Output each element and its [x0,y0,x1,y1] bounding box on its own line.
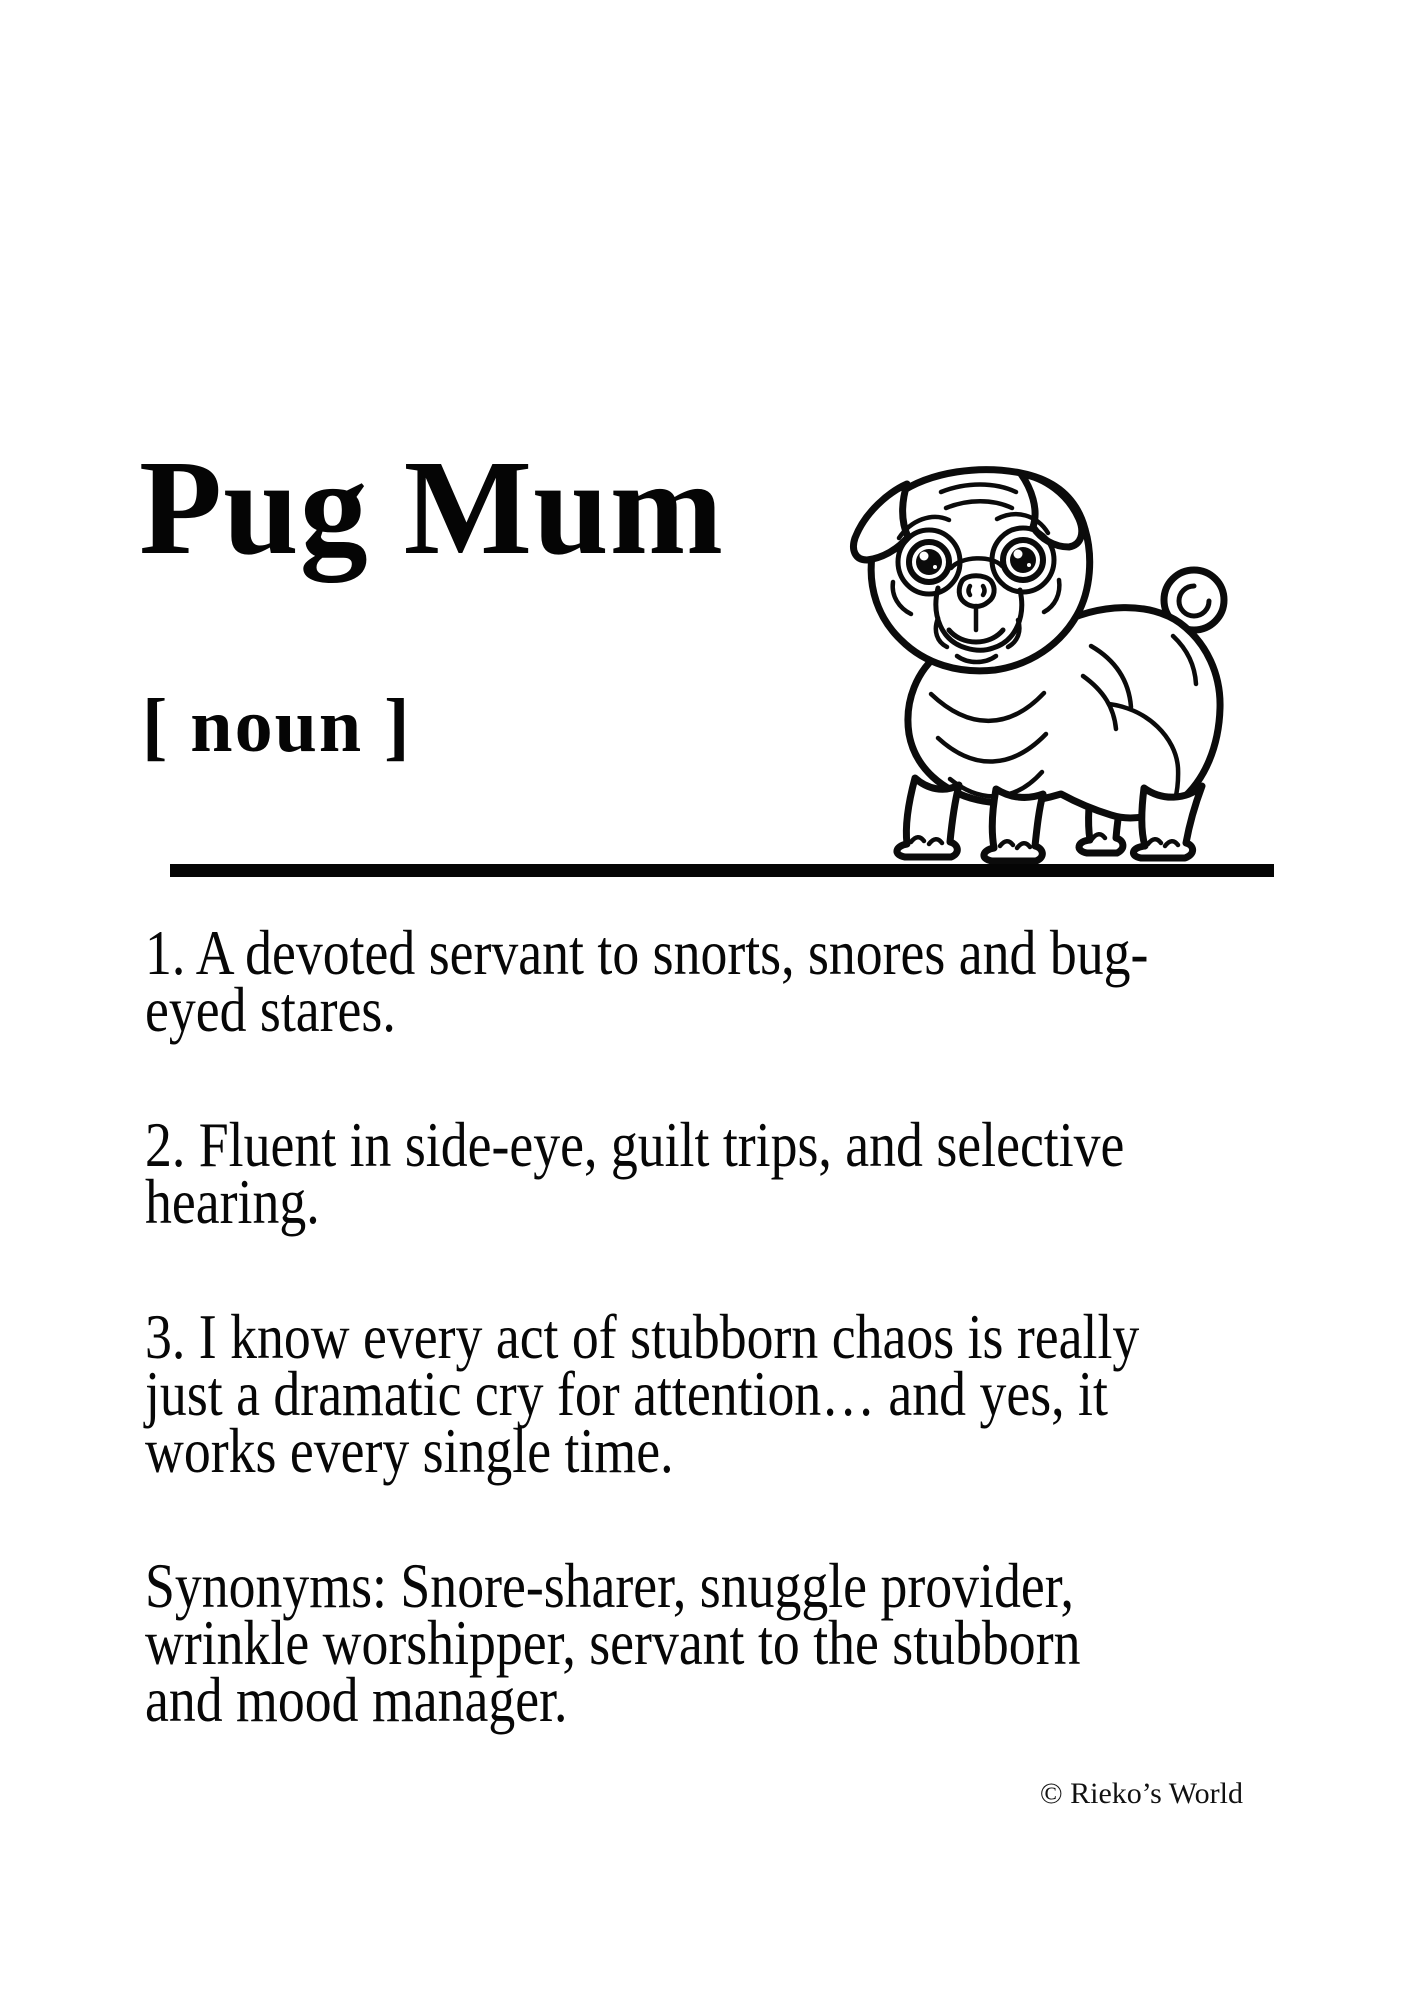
synonyms-paragraph [145,1550,1321,1735]
synonyms-line: and mood manager. [145,1664,568,1735]
part-of-speech-label: [ noun ] [142,684,412,768]
definition-line: eyed stares. [145,974,396,1045]
definition-line: works every single time. [145,1415,674,1486]
definition-3 [145,1301,1321,1486]
definition-list [145,917,1321,1735]
definition-line: hearing. [145,1166,320,1237]
definition-line: 3. I know every act of stubborn chaos is really [145,1301,1140,1372]
definition-line: 1. A devoted servant to snorts, snores and bug- [145,917,1149,988]
pug-front-right-leg [984,789,1043,861]
pug-near-hind-leg [1133,786,1202,858]
synonyms-line: Synonyms: Snore-sharer, snuggle provider, [145,1550,1074,1621]
copyright-credit: © Rieko’s World [1039,1777,1243,1810]
definition-1 [145,917,1321,1045]
definition-line: 2. Fluent in side-eye, guilt trips, and selective [145,1109,1125,1180]
definition-line: just a dramatic cry for attention… and yes, it [145,1358,1108,1429]
definition-2 [145,1109,1321,1237]
synonyms-line: wrinkle worshipper, servant to the stubborn [145,1607,1081,1678]
horizontal-rule [170,864,1274,877]
pug-illustration [845,450,1245,870]
page-title: Pug Mum [139,433,724,583]
